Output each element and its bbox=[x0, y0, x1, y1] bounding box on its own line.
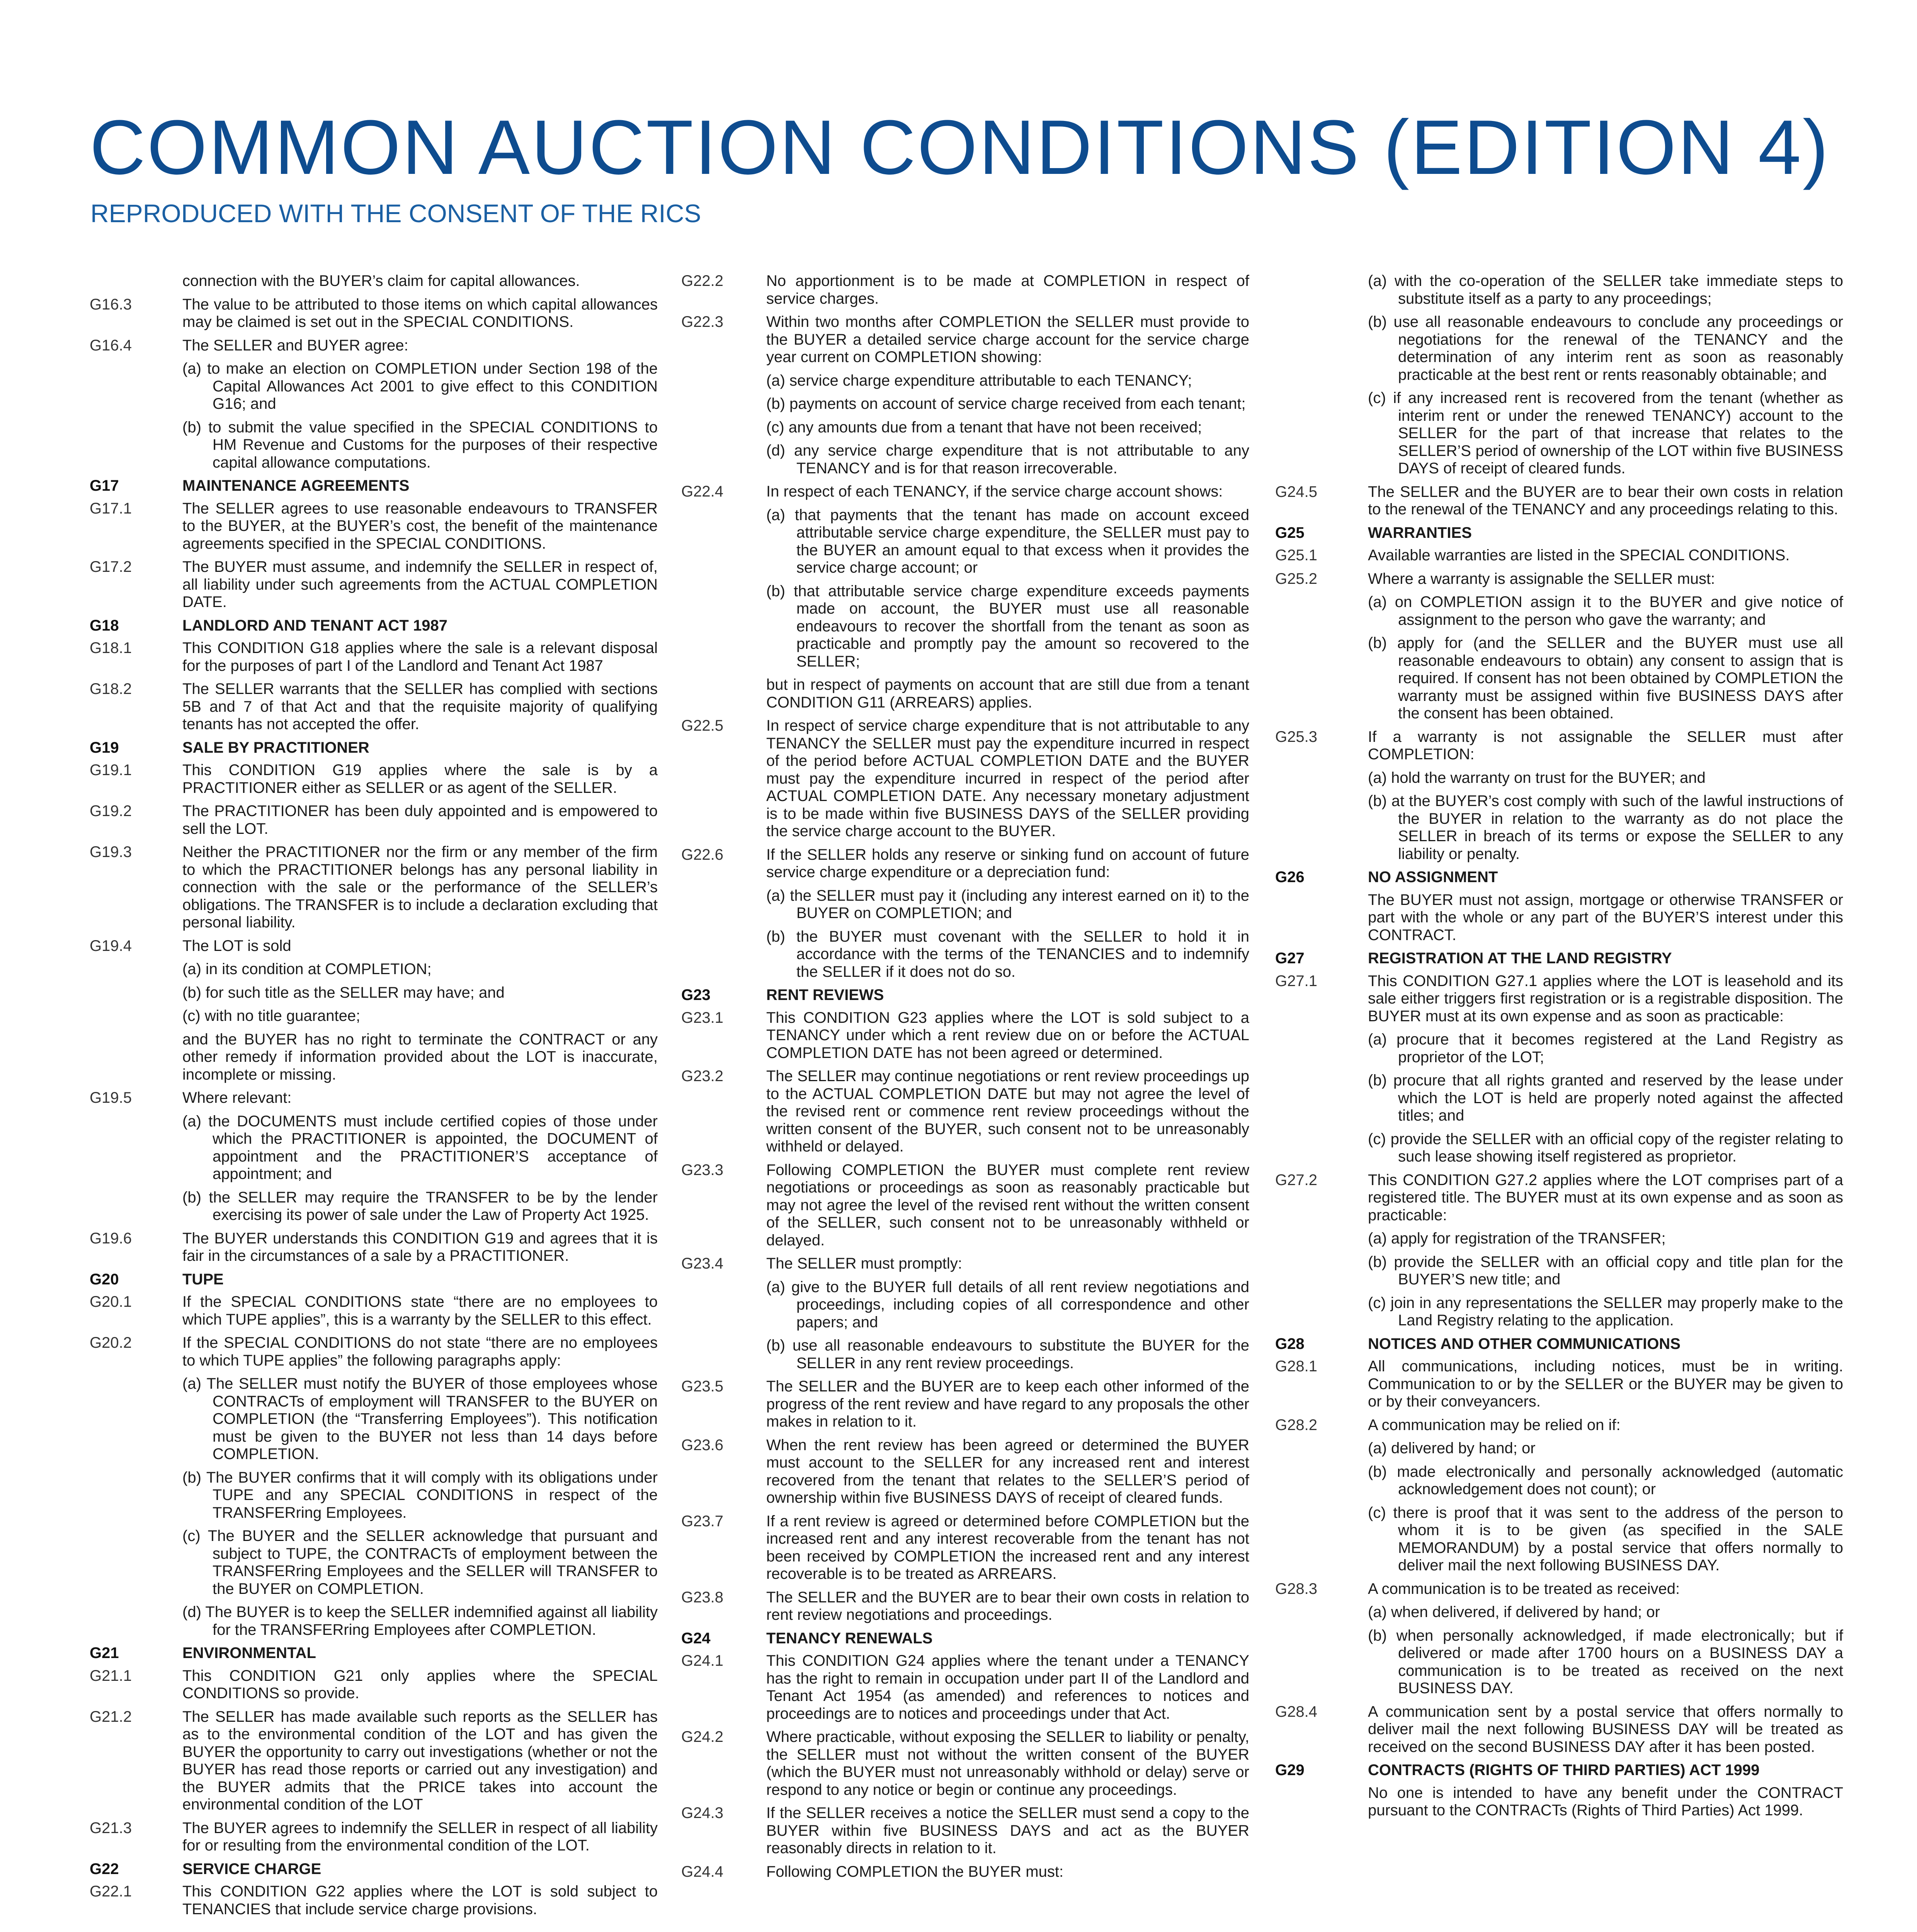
clause-number: G16.3 bbox=[90, 296, 132, 313]
clause bbox=[1275, 1172, 1843, 1225]
clause-text: If a rent review is agreed or determined before COMPLETION but the increased rent and any interest recoverable from the tenant has not been received by COMPLETION the increased rent and any interest recoverable is to be treated as ARREARS. bbox=[766, 1512, 1249, 1582]
clause bbox=[90, 558, 658, 611]
clause-number: G17.1 bbox=[90, 500, 132, 517]
clause bbox=[1275, 1703, 1843, 1756]
text-column-2 bbox=[681, 272, 1249, 1932]
clause-number: G23.2 bbox=[681, 1068, 723, 1085]
section-heading bbox=[90, 617, 658, 635]
clause-text: This CONDITION G21 only applies where the SPECIAL CONDITIONS so provide. bbox=[182, 1667, 658, 1702]
clause-text: The SELLER and the BUYER are to bear their own costs in relation to the renewal of the TENANCY and any proceedings relating to this. bbox=[1368, 483, 1843, 518]
clause-number: G23.6 bbox=[681, 1436, 723, 1454]
clause-number: G16.4 bbox=[90, 337, 132, 354]
section-number: G20 bbox=[90, 1270, 119, 1288]
clause bbox=[1275, 547, 1843, 565]
clause-text: The SELLER and the BUYER are to bear their own costs in relation to rent review negotiations and proceedings. bbox=[766, 1588, 1249, 1623]
clause bbox=[681, 1255, 1249, 1273]
sub-clause: (a) delivered by hand; or bbox=[1368, 1440, 1536, 1457]
clause bbox=[90, 1334, 658, 1369]
clause-number: G28.3 bbox=[1275, 1580, 1317, 1597]
section-title: RENT REVIEWS bbox=[766, 986, 884, 1003]
clause-number: G22.1 bbox=[90, 1883, 132, 1900]
clause-text: The SELLER warrants that the SELLER has complied with sections 5B and 7 of that Act and that the requisite majority of qualifying tenants has not accepted the offer. bbox=[182, 680, 658, 733]
clause-text: The BUYER agrees to indemnify the SELLER in respect of all liability for or resulting from the environmental condition of the LOT. bbox=[182, 1819, 658, 1854]
clause-text: This CONDITION G19 applies where the sale is by a PRACTITIONER either as SELLER or as agent of the SELLER. bbox=[182, 762, 658, 796]
clause bbox=[1275, 570, 1843, 588]
clause-text: The SELLER has made available such reports as the SELLER has as to the environmental condition of the LOT and has given the BUYER the opportunity to carry out investigations (whether or not the BUYER has read those reports or carried out any investigation) and the BUYER admits that the PRICE takes into account the environmental condition of the LOT bbox=[182, 1708, 658, 1813]
clause-text: Where practicable, without exposing the SELLER to liability or penalty, the SELLER must not without the written consent of the BUYER (which the BUYER must not unreasonably withhold or delay) serve or respond to any notice or begin or continue any proceedings. bbox=[766, 1728, 1249, 1798]
clause-number: G24.1 bbox=[681, 1652, 723, 1669]
clause bbox=[90, 1230, 658, 1265]
clause-text: If a warranty is not assignable the SELLER must after COMPLETION: bbox=[1368, 728, 1843, 763]
clause-text: The value to be attributed to those items on which capital allowances may be claimed is set out in the SPECIAL CONDITIONS. bbox=[182, 296, 658, 330]
clause-text: The SELLER may continue negotiations or rent review proceedings up to the ACTUAL COMPLETION DATE but may not agree the level of the revised rent or commence rent review proceedings without the written consent of the BUYER, such consent not to be unreasonably withheld or delayed. bbox=[766, 1068, 1249, 1155]
section-heading bbox=[90, 477, 658, 495]
clause bbox=[681, 1162, 1249, 1250]
clause bbox=[90, 1293, 658, 1328]
section-title: MAINTENANCE AGREEMENTS bbox=[182, 477, 410, 494]
sub-clause: (b) at the BUYER’s cost comply with such of the lawful instructions of the BUYER in relation to the warranty as do not place the SELLER in breach of its terms or expose the SELLER to any liability or penalty. bbox=[1368, 793, 1843, 862]
sub-clause: (a) in its condition at COMPLETION; bbox=[182, 961, 432, 978]
sub-clause: (a) on COMPLETION assign it to the BUYER and give notice of assignment to the person who gave the warranty; and bbox=[1368, 594, 1843, 628]
clause-number: G24.4 bbox=[681, 1863, 723, 1880]
clause-number: G19.1 bbox=[90, 762, 132, 779]
clause-text: The BUYER must assume, and indemnify the SELLER in respect of, all liability under such agreements from the ACTUAL COMPLETION DATE. bbox=[182, 558, 658, 611]
sub-clause: (b) the BUYER must covenant with the SELLER to hold it in accordance with the terms of the TENANCIES and to indemnify the SELLER if it does not do so. bbox=[766, 928, 1249, 980]
section-title: TENANCY RENEWALS bbox=[766, 1629, 933, 1647]
clause-text: This CONDITION G27.1 applies where the LOT is leasehold and its sale either triggers first registration or is a registrable disposition. The BUYER must at its own expense and as soon as practicable: bbox=[1368, 972, 1843, 1025]
clause bbox=[681, 1863, 1249, 1881]
section-heading bbox=[1275, 950, 1843, 968]
clause-number: G22.3 bbox=[681, 313, 723, 330]
section-title: TUPE bbox=[182, 1270, 224, 1288]
clause-text: A communication may be relied on if: bbox=[1368, 1416, 1621, 1434]
clause bbox=[681, 1728, 1249, 1799]
clause-text: Where a warranty is assignable the SELLER must: bbox=[1368, 570, 1715, 587]
clause bbox=[90, 1667, 658, 1702]
clause bbox=[90, 762, 658, 797]
sub-clause: (b) when personally acknowledged, if made electronically; but if delivered or made after 1700 hours on a BUSINESS DAY a communication is to be treated as received on the next BUSINESS DAY. bbox=[1368, 1627, 1843, 1697]
clause bbox=[1275, 483, 1843, 519]
sub-clause: (d) The BUYER is to keep the SELLER indemnified against all liability for the TRANSFERring Employees after COMPLETION. bbox=[182, 1604, 658, 1638]
clause bbox=[1275, 1417, 1843, 1434]
section-number: G24 bbox=[681, 1629, 711, 1647]
clause-text: This CONDITION G27.2 applies where the LOT comprises part of a registered title. The BUYER must at its own expense and as soon as practicable: bbox=[1368, 1171, 1843, 1224]
clause-text: The SELLER and BUYER agree: bbox=[182, 337, 408, 354]
sub-clause: (c) if any increased rent is recovered from the tenant (whether as interim rent or under the renewed TENANCY) account to the SELLER for the part of that increase that relates to the SELLER’S period of ownership of the LOT within five BUSINESS DAYS of receipt of cleared funds. bbox=[1368, 389, 1843, 477]
clause-text: This CONDITION G23 applies where the LOT is sold subject to a TENANCY under which a rent review due on or before the ACTUAL COMPLETION DATE has not been agreed or determined. bbox=[766, 1009, 1249, 1061]
sub-clause: (b) payments on account of service charge received from each tenant; bbox=[766, 395, 1246, 412]
sub-clause: (c) there is proof that it was sent to the address of the person to whom it is to be given (as specified in the SALE MEMORANDUM) by a postal service that offers normally to deliver mail the next following BUSINESS DAY. bbox=[1368, 1504, 1843, 1574]
clause-number: G24.2 bbox=[681, 1728, 723, 1745]
sub-clause: (a) The SELLER must notify the BUYER of those employees whose CONTRACTs of employment will TRANSFER to the BUYER on COMPLETION (the “Transferring Employees”). This notification must be given to the BUYER not less than 14 days before COMPLETION. bbox=[182, 1375, 658, 1463]
sub-clause: (a) when delivered, if delivered by hand; or bbox=[1368, 1604, 1660, 1621]
clause bbox=[90, 639, 658, 675]
clause bbox=[681, 717, 1249, 840]
clause-number: G21.1 bbox=[90, 1667, 132, 1684]
clause-number: G23.4 bbox=[681, 1255, 723, 1272]
clause bbox=[1275, 1580, 1843, 1598]
section-number: G19 bbox=[90, 739, 119, 756]
clause bbox=[90, 803, 658, 838]
clause-number: G23.8 bbox=[681, 1588, 723, 1606]
clause bbox=[681, 1804, 1249, 1857]
clause bbox=[681, 1652, 1249, 1723]
sub-clause: (b) the SELLER may require the TRANSFER to be by the lender exercising its power of sale under the Law of Property Act 1925. bbox=[182, 1189, 658, 1223]
clause-text: The BUYER understands this CONDITION G19 and agrees that it is fair in the circumstances of a sale by a PRACTITIONER. bbox=[182, 1230, 658, 1264]
section-heading bbox=[90, 1645, 658, 1662]
clause-number: G22.4 bbox=[681, 483, 723, 500]
section-title: WARRANTIES bbox=[1368, 524, 1472, 541]
clause-number: G27.1 bbox=[1275, 972, 1317, 990]
clause-text: The SELLER must promptly: bbox=[766, 1255, 962, 1272]
clause-number: G19.4 bbox=[90, 937, 132, 954]
section-number: G28 bbox=[1275, 1335, 1305, 1352]
clause-number: G23.1 bbox=[681, 1009, 723, 1026]
clause-text: This CONDITION G18 applies where the sale is a relevant disposal for the purposes of part I of the Landlord and Tenant Act 1987 bbox=[182, 639, 658, 674]
clause-number: G24.3 bbox=[681, 1804, 723, 1821]
clause-number: G21.2 bbox=[90, 1708, 132, 1725]
clause bbox=[90, 1708, 658, 1814]
clause-text: Following COMPLETION the BUYER must: bbox=[766, 1863, 1064, 1880]
section-title: SERVICE CHARGE bbox=[182, 1860, 321, 1878]
section-title: CONTRACTS (RIGHTS OF THIRD PARTIES) ACT 1999 bbox=[1368, 1762, 1760, 1779]
sub-clause: (c) with no title guarantee; bbox=[182, 1007, 361, 1024]
clause-text: A communication is to be treated as received: bbox=[1368, 1580, 1680, 1597]
clause-number: G27.2 bbox=[1275, 1171, 1317, 1189]
clause-text: If the SPECIAL CONDITIONS state “there are no employees to which TUPE applies”, this is a warranty by the SELLER to this effect. bbox=[182, 1293, 658, 1328]
clause bbox=[1275, 1358, 1843, 1411]
sub-clause: (c) join in any representations the SELLER may properly make to the Land Registry relating to the application. bbox=[1368, 1294, 1843, 1329]
section-heading bbox=[1275, 1335, 1843, 1353]
clause-number: G18.1 bbox=[90, 639, 132, 656]
sub-clause: (a) the SELLER must pay it (including any interest earned on it) to the BUYER on COMPLETION; and bbox=[766, 887, 1249, 922]
clause bbox=[90, 844, 658, 932]
clause-number: G19.6 bbox=[90, 1230, 132, 1247]
clause-number: G20.1 bbox=[90, 1293, 132, 1310]
sub-clause: (a) service charge expenditure attributable to each TENANCY; bbox=[766, 372, 1192, 389]
sub-clause: (d) any service charge expenditure that is not attributable to any TENANCY and is for that reason irrecoverable. bbox=[766, 442, 1249, 477]
clause bbox=[90, 296, 658, 331]
clause bbox=[681, 1513, 1249, 1583]
clause-number: G23.7 bbox=[681, 1512, 723, 1530]
clause-text: The SELLER agrees to use reasonable endeavours to TRANSFER to the BUYER, at the BUYER’s cost, the benefit of the maintenance agreements specified in the SPECIAL CONDITIONS. bbox=[182, 500, 658, 552]
sub-clause: (b) apply for (and the SELLER and the BUYER must use all reasonable endeavours to obtain) any consent to assign that is required. If consent has not been obtained by COMPLETION the warranty must be assigned within five BUSINESS DAYS after the consent has been obtained. bbox=[1368, 634, 1843, 722]
clause-number: G25.3 bbox=[1275, 728, 1317, 745]
clause bbox=[90, 680, 658, 733]
section-title: SALE BY PRACTITIONER bbox=[182, 739, 369, 756]
clause bbox=[90, 1883, 658, 1918]
clause bbox=[681, 1068, 1249, 1156]
sub-clause: (a) hold the warranty on trust for the BUYER; and bbox=[1368, 769, 1706, 786]
clause bbox=[1275, 728, 1843, 764]
sub-clause: (a) apply for registration of the TRANSFER; bbox=[1368, 1230, 1666, 1247]
clause-text: If the SPECIAL CONDITIONS do not state “there are no employees to which TUPE applies” the following paragraphs apply: bbox=[182, 1334, 658, 1369]
sub-clause: (b) that attributable service charge expenditure exceeds payments made on account, the BUYER must use all reasonable endeavours to recover the shortfall from the tenant as soon as practicable and promptly pay the amount so recovered to the SELLER; bbox=[766, 582, 1249, 670]
section-heading bbox=[681, 986, 1249, 1004]
section-title: NO ASSIGNMENT bbox=[1368, 869, 1498, 886]
clause bbox=[681, 1589, 1249, 1624]
clause-number: G28.4 bbox=[1275, 1703, 1317, 1720]
sub-clause: (a) give to the BUYER full details of all rent review negotiations and proceedings, including copies of all correspondence and other papers; and bbox=[766, 1278, 1249, 1331]
clause-number: G18.2 bbox=[90, 680, 132, 697]
section-heading bbox=[90, 1271, 658, 1289]
continuation-text: and the BUYER has no right to terminate the CONTRACT or any other remedy if information provided about the LOT is inaccurate, incomplete or missing. bbox=[182, 1031, 658, 1083]
section-number: G27 bbox=[1275, 950, 1305, 967]
clause bbox=[90, 337, 658, 355]
sub-clause: (b) The BUYER confirms that it will comply with its obligations under TUPE and any SPECIAL CONDITIONS in respect of the TRANSFERring Employees. bbox=[182, 1469, 658, 1521]
clause-number: G19.2 bbox=[90, 803, 132, 820]
section-number: G26 bbox=[1275, 869, 1305, 886]
clause bbox=[681, 1378, 1249, 1431]
clause-text: A communication sent by a postal service that offers normally to deliver mail the next following BUSINESS DAY will be treated as received on the second BUSINESS DAY after it has been posted. bbox=[1368, 1703, 1843, 1755]
section-title: REGISTRATION AT THE LAND REGISTRY bbox=[1368, 950, 1672, 967]
clause-text: If the SELLER holds any reserve or sinking fund on account of future service charge expenditure or a depreciation fund: bbox=[766, 846, 1249, 881]
sub-clause: (b) use all reasonable endeavours to conclude any proceedings or negotiations for the renewal of the TENANCY and the determination of any interim rent as soon as reasonably practicable at the best rent or rents reasonably obtainable; and bbox=[1368, 313, 1843, 383]
text-column-1 bbox=[90, 272, 658, 1932]
continuation-text: connection with the BUYER’s claim for capital allowances. bbox=[182, 272, 580, 289]
sub-clause: (b) provide the SELLER with an official copy and title plan for the BUYER’S new title; and bbox=[1368, 1253, 1843, 1288]
section-number: G18 bbox=[90, 617, 119, 634]
clause-number: G28.1 bbox=[1275, 1358, 1317, 1375]
page-subtitle: REPRODUCED WITH THE CONSENT OF THE RICS bbox=[90, 199, 701, 228]
clause-text: No apportionment is to be made at COMPLETION in respect of service charges. bbox=[766, 272, 1249, 307]
section-number: G23 bbox=[681, 986, 711, 1003]
sub-clause: (a) with the co-operation of the SELLER take immediate steps to substitute itself as a party to any proceedings; bbox=[1368, 272, 1843, 307]
section-heading bbox=[1275, 524, 1843, 542]
section-heading bbox=[1275, 1762, 1843, 1779]
section-number: G17 bbox=[90, 477, 119, 494]
continuation-text: The BUYER must not assign, mortgage or otherwise TRANSFER or part with the whole or any part of the BUYER’S interest under this CONTRACT. bbox=[1368, 891, 1843, 944]
clause-text: This CONDITION G22 applies where the LOT is sold subject to TENANCIES that include service charge provisions. bbox=[182, 1883, 658, 1918]
page-title: COMMON AUCTION CONDITIONS (EDITION 4) bbox=[90, 104, 1830, 190]
continuation-text: No one is intended to have any benefit under the CONTRACT pursuant to the CONTRACTs (Rights of Third Parties) Act 1999. bbox=[1368, 1784, 1843, 1819]
clause-text: The SELLER and the BUYER are to keep each other informed of the progress of the rent review and have regard to any proposals the other makes in relation to it. bbox=[766, 1378, 1249, 1430]
clause-text: Available warranties are listed in the SPECIAL CONDITIONS. bbox=[1368, 547, 1790, 564]
sub-clause: (b) procure that all rights granted and reserved by the lease under which the LOT is held are properly noted against the affected titles; and bbox=[1368, 1072, 1843, 1124]
section-heading bbox=[90, 1861, 658, 1878]
sub-clause: (a) that payments that the tenant has made on account exceed attributable service charge expenditure, the SELLER must pay to the BUYER an amount equal to that excess when it provides the service charge account; or bbox=[766, 506, 1249, 576]
section-number: G25 bbox=[1275, 524, 1305, 541]
clause-text: Within two months after COMPLETION the SELLER must provide to the BUYER a detailed service charge account for the service charge year current on COMPLETION showing: bbox=[766, 313, 1249, 366]
clause bbox=[681, 313, 1249, 366]
sub-clause: (b) to submit the value specified in the SPECIAL CONDITIONS to HM Revenue and Customs for the purposes of their respective capital allowance computations. bbox=[182, 418, 658, 471]
clause-number: G22.6 bbox=[681, 846, 723, 863]
clause-text: Neither the PRACTITIONER nor the firm or any member of the firm to which the PRACTITIONER belongs has any personal liability in connection with the sale or the performance of the SELLER’s obligations. The TRANSFER is to include a declaration excluding that personal liability. bbox=[182, 844, 658, 931]
clause-text: In respect of service charge expenditure that is not attributable to any TENANCY the SELLER must pay the expenditure incurred in respect of the period before ACTUAL COMPLETION DATE and the BUYER must pay the expenditure incurred in respect of the period after ACTUAL COMPLETION DATE. Any necessary monetary adjustment is to be made within five BUSINESS DAYS of the SELLER providing the service charge account to the BUYER. bbox=[766, 717, 1249, 840]
clause-text: Where relevant: bbox=[182, 1089, 292, 1106]
sub-clause: (c) The BUYER and the SELLER acknowledge that pursuant and subject to TUPE, the CONTRACTs of employment between the TRANSFERring Employees and the SELLER will TRANSFER to the BUYER on COMPLETION. bbox=[182, 1527, 658, 1597]
text-column-3 bbox=[1275, 272, 1843, 1932]
clause-number: G25.1 bbox=[1275, 547, 1317, 564]
clause bbox=[90, 1089, 658, 1107]
section-title: NOTICES AND OTHER COMMUNICATIONS bbox=[1368, 1335, 1681, 1352]
sub-clause: (a) the DOCUMENTS must include certified copies of those under which the PRACTITIONER is appointed, the DOCUMENT of appointment and the PRACTITIONER’S acceptance of appointment; and bbox=[182, 1112, 658, 1182]
clause-number: G19.5 bbox=[90, 1089, 132, 1106]
sub-clause: (c) provide the SELLER with an official copy of the register relating to such lease showing itself registered as proprietor. bbox=[1368, 1130, 1843, 1165]
clause bbox=[681, 1009, 1249, 1062]
clause-text: In respect of each TENANCY, if the service charge account shows: bbox=[766, 483, 1223, 500]
clause bbox=[681, 272, 1249, 308]
clause-text: Following COMPLETION the BUYER must complete rent review negotiations or proceedings as soon as reasonably practicable but may not agree the level of the revised rent without the written consent of the SELLER, such consent not to be unreasonably withheld or delayed. bbox=[766, 1161, 1249, 1249]
clause bbox=[90, 500, 658, 553]
section-heading bbox=[90, 739, 658, 757]
clause-number: G19.3 bbox=[90, 844, 132, 861]
section-title: ENVIRONMENTAL bbox=[182, 1645, 316, 1662]
clause-number: G28.2 bbox=[1275, 1416, 1317, 1434]
sub-clause: (a) procure that it becomes registered at the Land Registry as proprietor of the LOT; bbox=[1368, 1031, 1843, 1066]
clause-text: The PRACTITIONER has been duly appointed and is empowered to sell the LOT. bbox=[182, 803, 658, 837]
section-number: G21 bbox=[90, 1645, 119, 1662]
clause bbox=[681, 483, 1249, 501]
sub-clause: (a) to make an election on COMPLETION under Section 198 of the Capital Allowances Act 2001 to give effect to this CONDITION G16; and bbox=[182, 360, 658, 412]
continuation-text: but in respect of payments on account that are still due from a tenant CONDITION G11 (ARREARS) applies. bbox=[766, 676, 1249, 711]
clause-text: The LOT is sold bbox=[182, 937, 291, 954]
clause bbox=[1275, 973, 1843, 1026]
clause-number: G23.3 bbox=[681, 1161, 723, 1179]
section-heading bbox=[681, 1630, 1249, 1648]
clause-number: G23.5 bbox=[681, 1378, 723, 1395]
clause bbox=[90, 1820, 658, 1855]
clause bbox=[681, 1437, 1249, 1507]
clause bbox=[90, 937, 658, 955]
section-number: G29 bbox=[1275, 1762, 1305, 1779]
clause-number: G24.5 bbox=[1275, 483, 1317, 500]
clause-text: All communications, including notices, must be in writing. Communication to or by the SELLER or the BUYER may be given to or by their conveyancers. bbox=[1368, 1358, 1843, 1410]
clause-text: If the SELLER receives a notice the SELLER must send a copy to the BUYER within five BUSINESS DAYS and act as the BUYER reasonably directs in relation to it. bbox=[766, 1804, 1249, 1857]
clause-number: G21.3 bbox=[90, 1819, 132, 1837]
section-heading bbox=[1275, 869, 1843, 886]
clause-text: This CONDITION G24 applies where the tenant under a TENANCY has the right to remain in occupation under part II of the Landlord and Tenant Act 1954 (as amended) and references to notices and proceedings are to notices and proceedings under that Act. bbox=[766, 1652, 1249, 1722]
sub-clause: (b) for such title as the SELLER may have; and bbox=[182, 984, 505, 1001]
clause-number: G22.5 bbox=[681, 717, 723, 734]
clause-number: G20.2 bbox=[90, 1334, 132, 1351]
sub-clause: (b) use all reasonable endeavours to substitute the BUYER for the SELLER in any rent review proceedings. bbox=[766, 1337, 1249, 1372]
clause-number: G22.2 bbox=[681, 272, 723, 289]
clause-number: G17.2 bbox=[90, 558, 132, 575]
sub-clause: (b) made electronically and personally acknowledged (automatic acknowledgement does not count); or bbox=[1368, 1463, 1843, 1498]
clause-number: G25.2 bbox=[1275, 570, 1317, 587]
clause bbox=[681, 846, 1249, 881]
section-title: LANDLORD AND TENANT ACT 1987 bbox=[182, 617, 447, 634]
clause-text: When the rent review has been agreed or determined the BUYER must account to the SELLER for any increased rent and interest recovered from the tenant that relates to the SELLER’S period of ownership within five BUSINESS DAYS of receipt of cleared funds. bbox=[766, 1436, 1249, 1506]
section-number: G22 bbox=[90, 1860, 119, 1878]
sub-clause: (c) any amounts due from a tenant that have not been received; bbox=[766, 418, 1202, 436]
